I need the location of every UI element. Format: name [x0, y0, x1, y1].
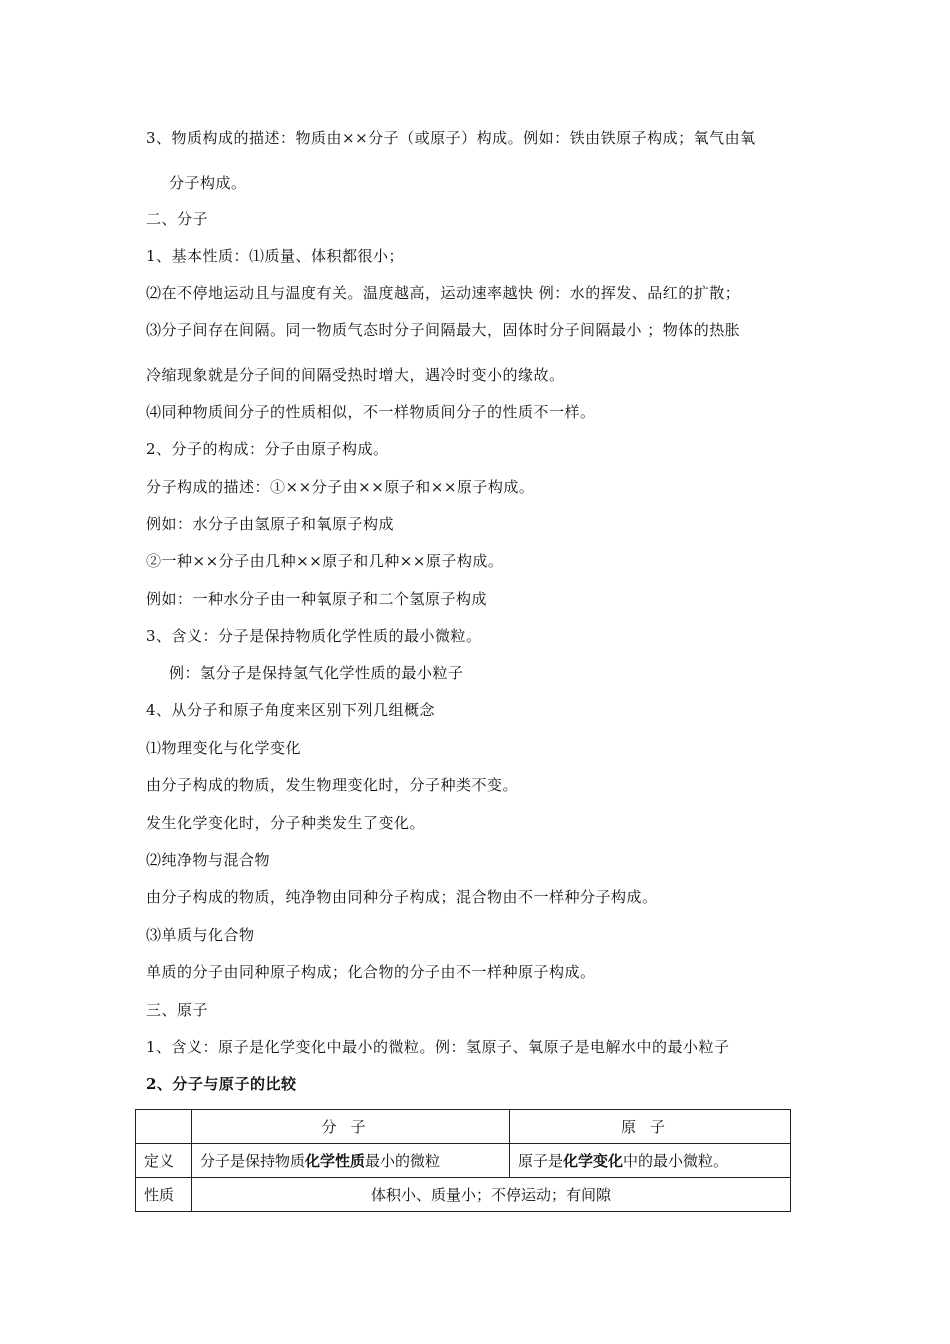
row-label-property: 性质	[136, 1178, 192, 1212]
atom-definition-pre: 原子是	[518, 1152, 564, 1170]
paragraph: 例：氢分子是保持氢气化学性质的最小粒子	[169, 664, 464, 682]
paragraph: ⑶分子间存在间隔。同一物质气态时分子间隔最大，固体时分子间隔最小 ；物体的热胀	[146, 321, 741, 339]
table-row	[136, 1178, 791, 1212]
paragraph: 1、基本性质：⑴质量、体积都很小；	[146, 247, 405, 265]
header-molecule: 分子	[192, 1110, 510, 1144]
paragraph: ⑵纯净物与混合物	[146, 851, 271, 869]
paragraph: ⑵在不停地运动且与温度有关。温度越高，运动速率越快 例：水的挥发、品红的扩散；	[146, 284, 741, 302]
paragraph: 冷缩现象就是分子间的间隔受热时增大，遇冷时变小的缘故。	[146, 366, 565, 384]
paragraph: 1、含义：原子是化学变化中最小的微粒。例：氢原子、氧原子是电解水中的最小粒子	[146, 1038, 730, 1056]
table-row	[136, 1144, 791, 1178]
molecule-definition-post: 最小的微粒	[365, 1152, 441, 1170]
paragraph: 由分子构成的物质，纯净物由同种分子构成；混合物由不一样种分子构成。	[146, 888, 658, 906]
molecule-definition-key: 化学性质	[305, 1152, 366, 1170]
section-heading: 二、分子	[146, 210, 209, 228]
paragraph: 发生化学变化时，分子种类发生了变化。	[146, 814, 426, 832]
paragraph: 由分子构成的物质，发生物理变化时，分子种类不变。	[146, 776, 519, 794]
comparison-table	[135, 1109, 791, 1212]
table-caption: 2、分子与原子的比较	[146, 1075, 297, 1093]
atom-definition	[510, 1144, 791, 1178]
paragraph: ⑴物理变化与化学变化	[146, 739, 302, 757]
molecule-definition	[192, 1144, 510, 1178]
table-header-row	[136, 1110, 791, 1144]
paragraph: 3、物质构成的描述：物质由××分子（或原子）构成。例如：铁由铁原子构成；氧气由氧	[146, 129, 756, 147]
header-atom: 原子	[510, 1110, 791, 1144]
paragraph: 分子构成。	[169, 174, 247, 192]
paragraph: 例如：一种水分子由一种氧原子和二个氢原子构成	[146, 590, 488, 608]
molecule-definition-pre: 分子是保持物质	[200, 1152, 306, 1170]
section-heading: 三、原子	[146, 1001, 209, 1019]
atom-definition-key: 化学变化	[563, 1152, 624, 1170]
paragraph: 例如：水分子由氢原子和氧原子构成	[146, 515, 395, 533]
atom-definition-post: 中的最小微粒。	[623, 1152, 729, 1170]
paragraph: 3、含义：分子是保持物质化学性质的最小微粒。	[146, 627, 482, 645]
paragraph: 单质的分子由同种原子构成；化合物的分子由不一样种原子构成。	[146, 963, 596, 981]
paragraph: ⑷同种物质间分子的性质相似，不一样物质间分子的性质不一样。	[146, 403, 596, 421]
row-label-definition: 定义	[136, 1144, 192, 1178]
paragraph: 4、从分子和原子角度来区别下列几组概念	[146, 701, 436, 719]
paragraph: ②一种××分子由几种××原子和几种××原子构成。	[146, 552, 504, 570]
shared-property: 体积小、质量小；不停运动；有间隙	[192, 1178, 791, 1212]
table-corner-cell	[136, 1110, 192, 1144]
paragraph: 2、分子的构成：分子由原子构成。	[146, 440, 389, 458]
paragraph: ⑶单质与化合物	[146, 926, 255, 944]
paragraph: 分子构成的描述：①××分子由××原子和××原子构成。	[146, 478, 535, 496]
